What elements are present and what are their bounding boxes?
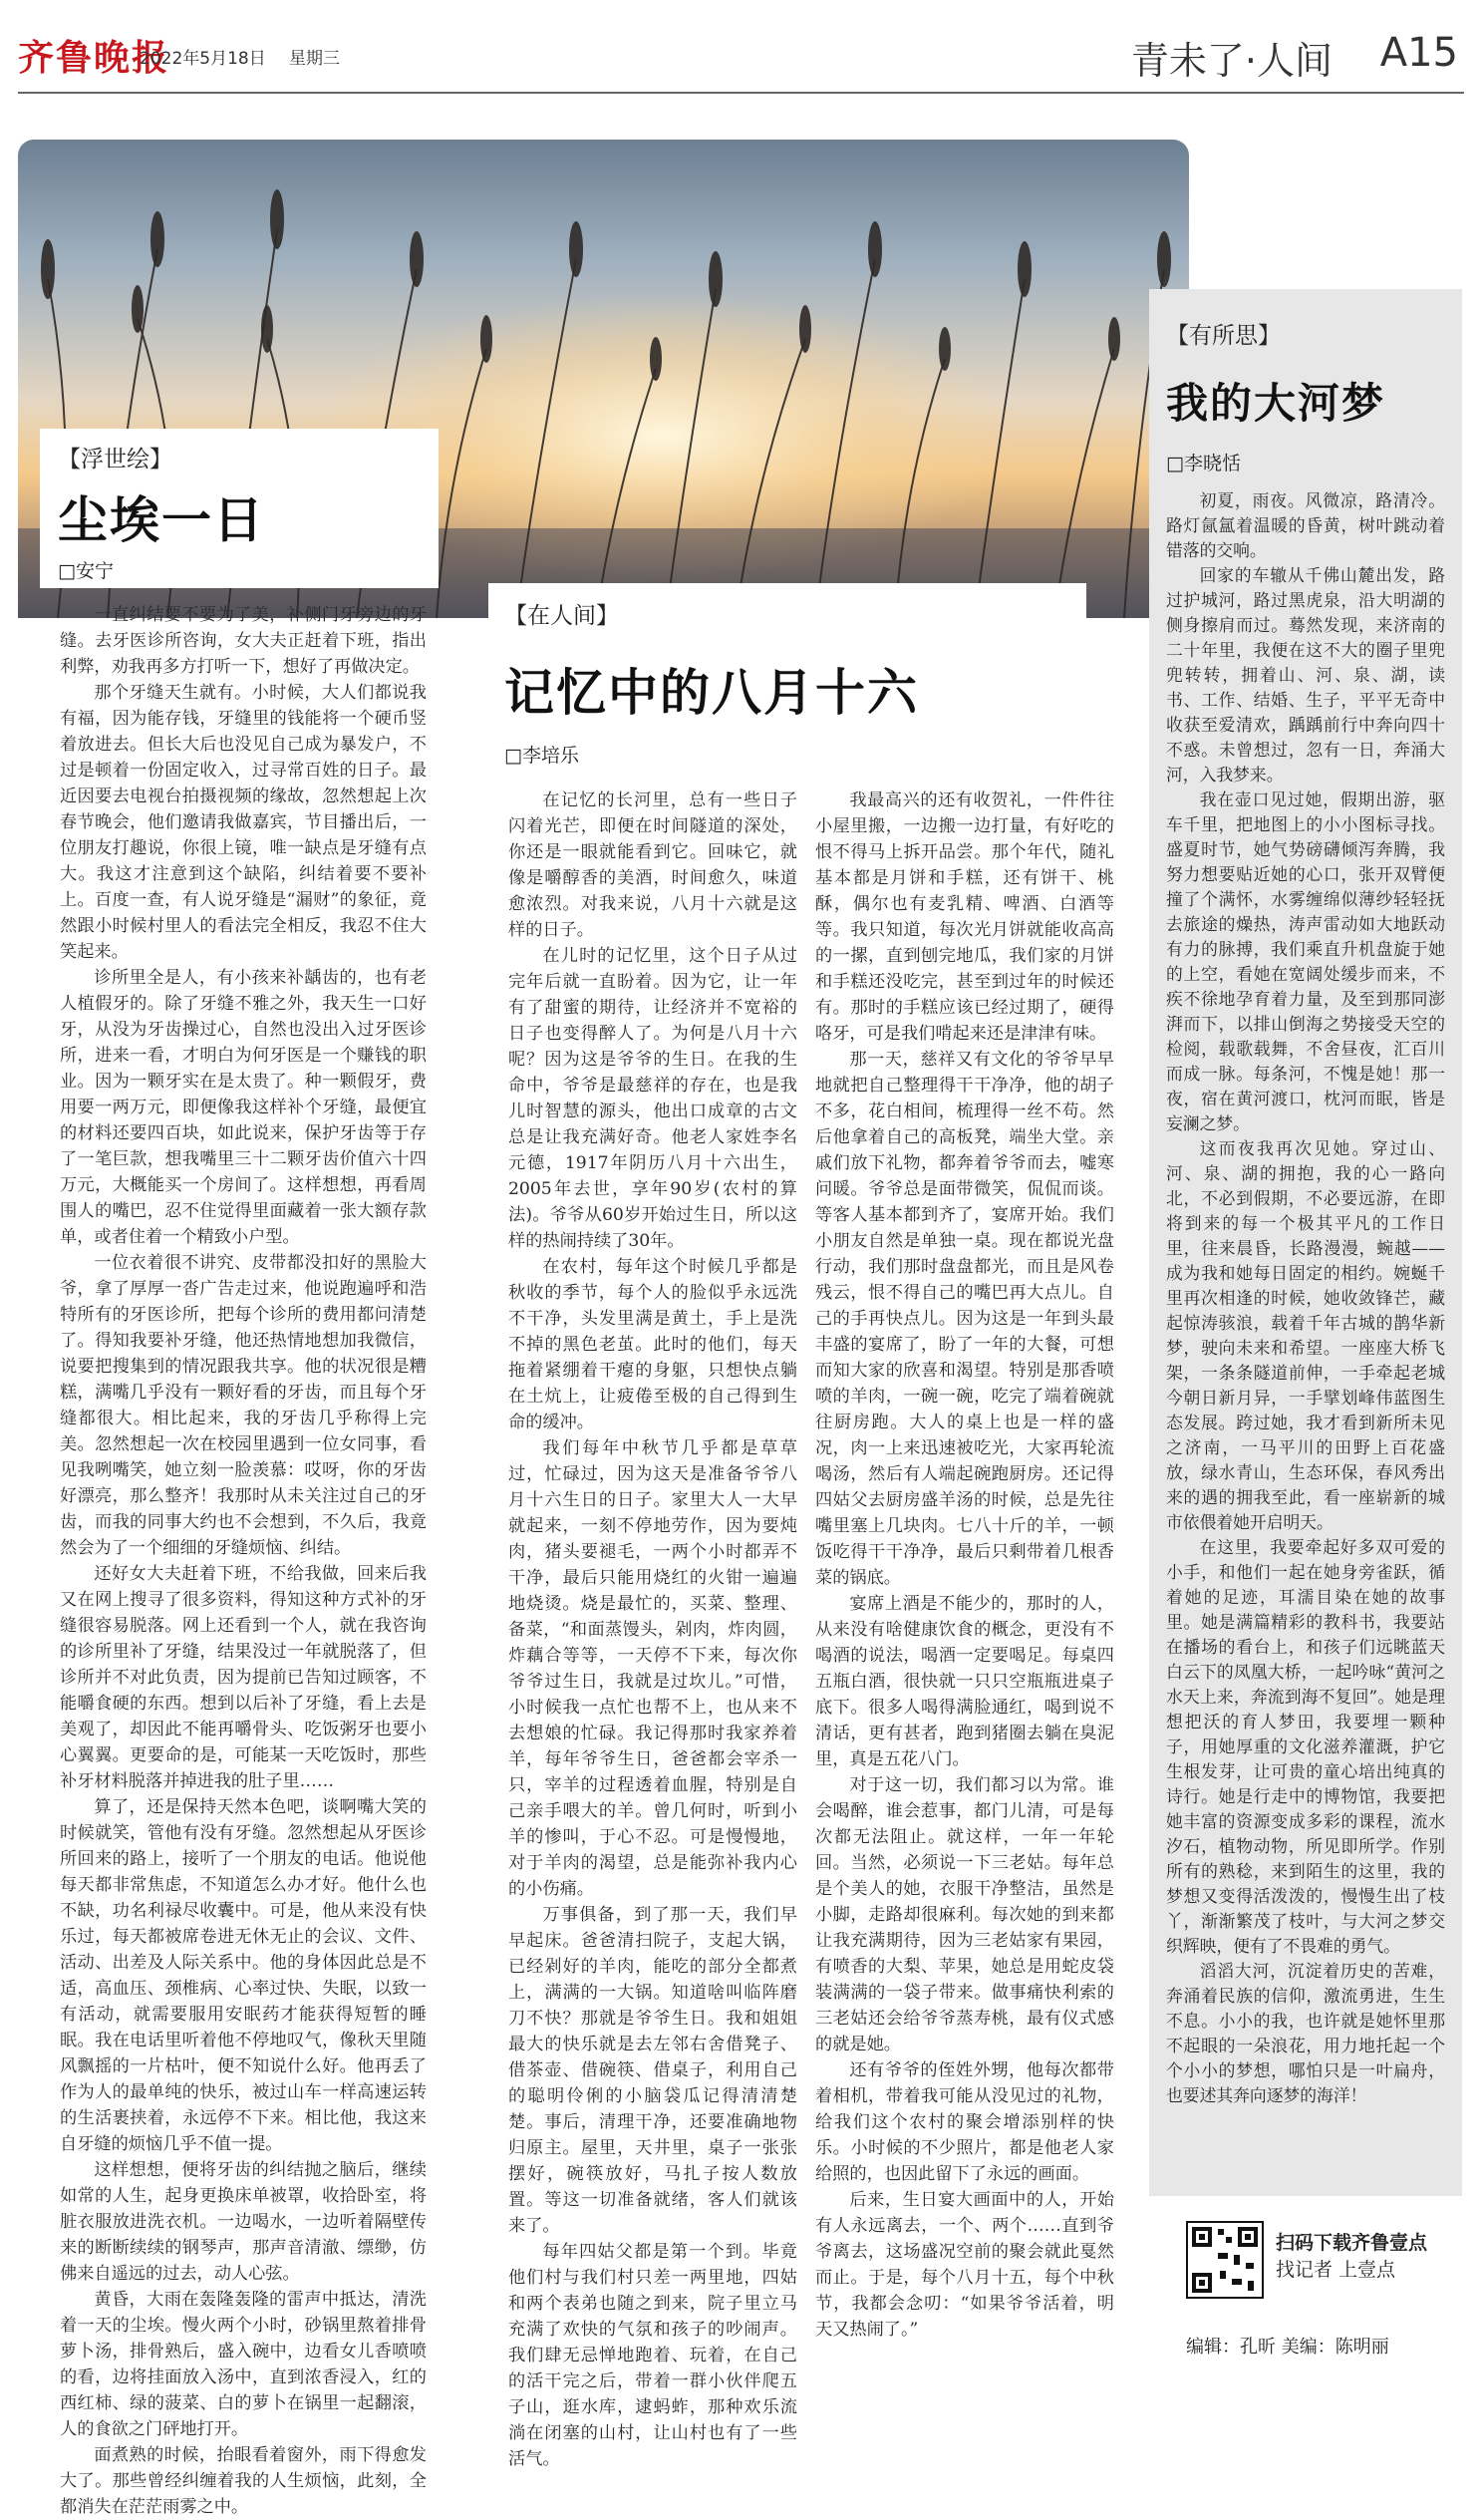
page-number: A15 [1379, 30, 1458, 76]
issue-weekday: 星期三 [289, 49, 340, 69]
masthead-rule [18, 92, 1464, 94]
article-2-body-left [508, 788, 797, 2469]
article-1-title: 尘埃一日 [58, 490, 265, 549]
article-2-paragraph: 万事俱备，到了那一天，我们早早起床。爸爸清扫院子，支起大锅，已经剁好的羊肉，能吃的部分全都煮上，满满的一大锅。知道啥叫临阵磨刀不快？那就是爷爷生日。我和姐姐最大的快乐就是去左邻右舍借凳子、借茶壶、借碗筷、借桌子，利用自己的聪明伶俐的小脑袋瓜记得清清楚楚。事后，清理干净，还要准确地物归原主。屋里，天井里，桌子一张张摆好，碗筷放好，马扎子按人数放置。等这一切准备就绪，客人们就该来了。 [508, 1905, 797, 2236]
article-2-paragraph: 对于这一切，我们都习以为常。谁会喝醉，谁会惹事，都门儿清，可是每次都无法阻止。就这样，一年一年轮回。当然，必须说一下三老姑。每年总是个美人的她，衣服干净整洁，虽然是小脚，走路却很麻利。每次她的到来都让我充满期待，因为三老姑家有果园，有喷香的大梨、苹果，她总是用蛇皮袋装满满的一袋子带来。做事痛快利索的三老姑还会给爷爷蒸寿桃，最有仪式感的就是她。 [815, 1775, 1114, 2054]
article-2-paragraph: 我们每年中秋节几乎都是草草过，忙碌过，因为这天是准备爷爷八月十六生日的日子。家里大人一大早就起来，一刻不停地劳作，因为要炖肉，猪头要褪毛，一两个小时都弄不干净，最后只能用烧红的火钳一遍遍地烧烫。烧是最忙的，买菜、整理、备菜，“和面蒸馒头，剁肉，炸肉圆，炸藕合等等，一天停不下来，每次你爷爷过生日，我就是过坎儿。”可惜，小时候我一点忙也帮不上，也从来不去想娘的忙碌。我记得那时我家养着羊，每年爷爷生日，爸爸都会宰杀一只，宰羊的过程透着血腥，特别是自己亲手喂大的羊。曾几何时，听到小羊的惨叫，于心不忍。可是慢慢地，对于羊肉的渴望，总是能弥补我内心的小伤痛。 [508, 1438, 797, 1899]
article-1-paragraph: 算了，还是保持天然本色吧，谈啊嘴大笑的时候就笑，管他有没有牙缝。忽然想起从牙医诊所回来的路上，接听了一个朋友的电话。他说他每天都非常焦虑，不知道怎么办才好。他什么也不缺，功名利禄尽收囊中。可是，他从来没有快乐过，每天都被席卷进无休无止的会议、文件、活动、出差及人际关系中。他的身体因此总是不适，高血压、颈椎病、心率过快、失眠，以致一有活动，就需要服用安眠药才能获得短暂的睡眠。我在电话里听着他不停地叹气，像秋天里随风飘摇的一片枯叶，便不知说什么好。他再丢了作为人的最单纯的快乐，被过山车一样高速运转的生活裹挟着，永远停不下来。相比他，我这来自牙缝的烦恼几乎不值一提。 [60, 1797, 427, 2154]
article-2-paragraph: 每年四姑父都是第一个到。毕竟他们村与我们村只差一两里地，四姑和两个表弟也随之到来，院子里立马充满了欢快的气氛和孩子的吵闹声。我们肆无忌惮地跑着、玩着，在自己的活干完之后，带着一群小伙伴爬五子山，逛水库，逮蚂蚱，那种欢乐流淌在闭塞的山村，让山村也有了一些活气。 [508, 2242, 797, 2469]
issue-date: 2022年5月18日 [140, 49, 266, 69]
article-3-paragraph: 滔滔大河，沉淀着历史的苦难，奔涌着民族的信仰，激流勇进，生生不息。小小的我，也许就是她怀里那不起眼的一朵浪花，用力地托起一个个小小的梦想，哪怕只是一叶扁舟，也要述其奔向逐梦的海洋！ [1166, 1961, 1445, 2105]
article-1-paragraph: 那个牙缝天生就有。小时候，大人们都说我有福，因为能存钱，牙缝里的钱能将一个硬币竖着放进去。但长大后也没见自己成为暴发户，不过是顿着一份固定收入，过寻常百姓的日子。最近因要去电视台拍摄视频的缘故，忽然想起上次春节晚会，他们邀请我做嘉宾，节目播出后，一位朋友打趣说，你很上镜，唯一缺点是牙缝有点大。我这才注意到这个缺陷，纠结着要不要补上。百度一查，有人说牙缝是“漏财”的象征，竟然跟小时候村里人的看法完全相反，我忍不住大笑起来。 [60, 683, 427, 962]
newspaper-logo: 齐鲁晚报 [18, 37, 170, 79]
article-3-title: 我的大河梦 [1166, 379, 1386, 428]
article-2-paragraph: 在农村，每年这个时候几乎都是秋收的季节，每个人的脸似乎永远洗不干净，头发里满是黄土，手上是洗不掉的黑色老茧。此时的他们，每天拖着紧绷着干瘪的身躯，只想快点躺在土炕上，让疲倦至极的自己得到生命的缓冲。 [508, 1257, 797, 1432]
article-1-header [40, 429, 439, 588]
article-2-paragraph: 在儿时的记忆里，这个日子从过完年后就一直盼着。因为它，让一年有了甜蜜的期待，让经济并不宽裕的日子也变得醉人了。为何是八月十六呢？因为这是爷爷的生日。在我的生命中，爷爷是最慈祥的存在，也是我儿时智慧的源头，他出口成章的古文总是让我充满好奇。他老人家姓李名元德，1917年阴历八月十六出生，2005年去世，享年90岁(农村的算法)。爷爷从60岁开始过生日，所以这样的热闹持续了30年。 [508, 946, 797, 1251]
section-name: 青未了·人间 [1130, 39, 1333, 83]
article-1-body [60, 602, 427, 2517]
article-2-paragraph: 宴席上酒是不能少的，那时的人，从来没有啥健康饮食的概念，更没有不喝酒的说法，喝酒一定要喝足。每桌四五瓶白酒，很快就一只只空瓶瓶进桌子底下。很多人喝得满脸通红，喝到说不清话，更有甚者，跑到猪圈去躺在臭泥里，真是五花八门。 [815, 1594, 1114, 1769]
article-1-paragraph: 一位衣着很不讲究、皮带都没扣好的黑脸大爷，拿了厚厚一沓广告走过来，他说跑遍呼和浩特所有的牙医诊所，把每个诊所的费用都问清楚了。得知我要补牙缝，他还热情地想加我微信，说要把搜集到的情况跟我共享。他的状况很是糟糕，满嘴几乎没有一颗好看的牙齿，而且每个牙缝都很大。相比起来，我的牙齿几乎称得上完美。忽然想起一次在校园里遇到一位女同事，看见我咧嘴笑，她立刻一脸羡慕：哎呀，你的牙齿好漂亮，那么整齐！我那时从未关注过自己的牙齿，而我的同事大约也不会想到，不久后，我竟然会为了一个细细的牙缝烦恼、纠结。 [60, 1253, 427, 1558]
article-2-title: 记忆中的八月十六 [504, 663, 919, 722]
article-1-paragraph: 面煮熟的时候，抬眼看着窗外，雨下得愈发大了。那些曾经纠缠着我的人生烦恼，此刻，全都消失在茫茫雨雾之中。 [60, 2445, 427, 2517]
qr-code-icon [1188, 2223, 1262, 2297]
article-2-paragraph: 还有爷爷的侄姓外甥，他每次都带着相机，带着我可能从没见过的礼物，给我们这个农村的聚会增添别样的快乐。小时候的不少照片，都是他老人家给照的，也因此留下了永远的画面。 [815, 2060, 1114, 2184]
article-2-paragraph: 后来，生日宴大画面中的人，开始有人永远离去，一个、两个……直到爷爷离去，这场盛况空前的聚会就此戛然而止。于是，每个八月十五，每个中秋节，我都会念叨：“如果爷爷活着，明天又热闹了。” [815, 2190, 1114, 2340]
article-2-author: □李培乐 [504, 745, 579, 767]
qr-caption-reporter: 找记者 上壹点 [1276, 2259, 1396, 2281]
article-3-tag: 【有所思】 [1166, 323, 1281, 349]
qr-code[interactable] [1186, 2221, 1264, 2299]
article-2-body-right [815, 788, 1114, 2343]
editor-credits: 编辑：孔昕 美编：陈明丽 [1186, 2337, 1389, 2358]
article-2-paragraph: 在记忆的长河里，总有一些日子闪着光芒，即便在时间隧道的深处，你还是一眼就能看到它。回味它，就像是嚼醇香的美酒，时间愈久，味道愈浓烈。对我来说，八月十六就是这样的日子。 [508, 790, 797, 940]
article-3-author: □李晓恬 [1166, 453, 1241, 474]
article-3-body [1166, 488, 1445, 2173]
article-1-tag: 【浮世绘】 [58, 447, 172, 472]
article-2-paragraph: 我最高兴的还有收贺礼，一件件往小屋里搬，一边搬一边打量，有好吃的恨不得马上拆开品尝。那个年代，随礼基本都是月饼和手糕，还有饼干、桃酥，偶尔也有麦乳精、啤酒、白酒等等。我只知道，每次光月饼就能收高高的一摞，直到刨完地瓜，我们家的月饼和手糕还没吃完，甚至到过年的时候还有。那时的手糕应该已经过期了，硬得咯牙，可是我们啃起来还是津津有味。 [815, 790, 1114, 1044]
article-2-paragraph: 那一天，慈祥又有文化的爷爷早早地就把自己整理得干干净净，他的胡子不多，花白相间，梳理得一丝不苟。然后他拿着自己的高板凳，端坐大堂。亲戚们放下礼物，都奔着爷爷而去，嘘寒问暖。爷爷总是面带微笑，侃侃而谈。等客人基本都到齐了，宴席开始。我们小朋友自然是单独一桌。现在都说光盘行动，我们那时盘盘都光，而且是风卷残云，恨不得自己的嘴巴再大点儿。自己的手再快点儿。因为这是一年到头最丰盛的宴席了，盼了一年的大餐，可想而知大家的欣喜和渴望。特别是那香喷喷的羊肉，一碗一碗，吃完了端着碗就往厨房跑。大人的桌上也是一样的盛况，肉一上来迅速被吃光，大家再轮流喝汤，然后有人端起碗跑厨房。还记得四姑父去厨房盛羊汤的时候，总是先往嘴里塞上几块肉。七八十斤的羊，一顿饭吃得干干净净，最后只剩带着几根香菜的锅底。 [815, 1050, 1114, 1588]
article-1-paragraph: 一直纠结要不要为了美，补侧门牙旁边的牙缝。去牙医诊所咨询，女大夫正赶着下班，指出利弊，劝我再多方打听一下，想好了再做决定。 [60, 605, 427, 677]
article-2-tag: 【在人间】 [504, 603, 619, 629]
masthead [0, 0, 1482, 96]
article-3-paragraph: 这而夜我再次见她。穿过山、河、泉、湖的拥抱，我的心一路向北，不必到假期，不必要远游，在即将到来的每一个极其平凡的工作日里，往来晨昏，长路漫漫，蜿越——成为我和她每日固定的相约。婉蜒千里再次相逢的时候，她收敛锋芒，藏起惊涛骇浪，载着千年古城的鹊华新梦，驶向未来和希望。一座座大桥飞架，一条条隧道前伸，一手牵起老城今朝日新月异，一手擘划峰伟蓝图生态发展。跨过她，我才看到新所未见之济南，一马平川的田野上百花盛放，绿水青山，生态环保，春风秀出来的遇的拥我至此，看一座崭新的城市依偎着她开启明天。 [1166, 1138, 1445, 1532]
article-1-paragraph: 诊所里全是人，有小孩来补龋齿的，也有老人植假牙的。除了牙缝不雅之外，我天生一口好牙，从没为牙齿操过心，自然也没出入过牙医诊所，进来一看，才明白为何牙医是一个赚钱的职业。因为一颗牙实在是太贵了。种一颗假牙，费用要一两万元，即便像我这样补个牙缝，最便宜的材料还要四百块，如此说来，保护牙齿等于存了一笔巨款，想我嘴里三十二颗牙齿价值六十四万元，大概能买一个房间了。这样想想，再看周围人的嘴巴，忍不住觉得里面藏着一张大额存款单，或者住着一个精致小户型。 [60, 968, 427, 1247]
article-1-paragraph: 还好女大夫赶着下班，不给我做，回来后我又在网上搜寻了很多资料，得知这种方式补的牙缝很容易脱落。网上还看到一个人，就在我咨询的诊所里补了牙缝，结果没过一年就脱落了，但诊所并不对此负责，因为提前已告知过顾客，不能嚼食硬的东西。想到以后补了牙缝，看上去是美观了，却因此不能再嚼骨头、吃饭粥牙也要小心翼翼。更要命的是，可能某一天吃饭时，那些补牙材料脱落并掉进我的肚子里…… [60, 1564, 427, 1791]
article-3-paragraph: 初夏，雨夜。风微凉，路清冷。路灯氤氲着温暖的昏黄，树叶跳动着错落的交响。 [1166, 490, 1445, 560]
qr-caption-download: 扫码下载齐鲁壹点 [1276, 2232, 1428, 2254]
article-3-paragraph: 回家的车辙从千佛山麓出发，路过护城河，路过黑虎泉，沿大明湖的侧身擦肩而过。蓦然发现，来济南的二十年里，我便在这不大的圈子里兜兜转转，拥着山、河、泉、湖，读书、工作、结婚、生子，平平无奇中收获至爱清欢，踽踽前行中奔向四十不惑。未曾想过，忽有一日，奔涌大河，入我梦来。 [1166, 565, 1445, 785]
article-1-paragraph: 黄昏，大雨在轰隆轰隆的雷声中抵达，清洗着一天的尘埃。慢火两个小时，砂锅里熬着排骨萝卜汤，排骨熟后，盛入碗中，边看女儿香喷喷的看，边将挂面放入汤中，直到浓香浸入，红的西红柿、绿的菠菜、白的萝卜在锅里一起翻滚，人的食欲之门砰地打开。 [60, 2290, 427, 2439]
article-3-paragraph: 我在壶口见过她，假期出游，驱车千里，把地图上的小小图标寻找。盛夏时节，她气势磅礴倾泻奔腾，我努力想要贴近她的心口，张开双臂便撞了个满怀，水雾缠绵似薄纱轻轻抚去旅途的燥热，涛声雷动如大地跃动有力的脉搏，我们乘直升机盘旋于她的上空，看她在宽阔处缓步而来，不疾不徐地孕育着力量，及至到那同澎湃而下，以排山倒海之势接受天空的检阅，载歌载舞，不舍昼夜，汇百川而成一脉。每条河，不愧是她！那一夜，宿在黄河渡口，枕河而眠，皆是妄澜之梦。 [1166, 789, 1445, 1133]
article-2-header [488, 583, 1086, 773]
article-1-author: □安宁 [58, 560, 114, 582]
article-1-paragraph: 这样想想，便将牙齿的纠结抛之脑后，继续如常的人生，起身更换床单被罩，收拾卧室，将脏衣服放进洗衣机。一边喝水，一边听着隔壁传来的断断续续的钢琴声，那声音清澈、缥缈，仿佛来自遥远的过去，动人心弦。 [60, 2160, 427, 2284]
article-3-paragraph: 在这里，我要牵起好多双可爱的小手，和他们一起在她身旁雀跃，循着她的足迹，耳濡目染在她的故事里。她是满篇精彩的教科书，我要站在播场的看台上，和孩子们远眺蓝天白云下的凤凰大桥，一起吟咏“黄河之水天上来，奔流到海不复回”。她是理想把沃的育人梦田，我要埋一颗种子，用她厚重的文化滋养灌溉，护它生根发芽，让可贵的童心培出纯真的诗行。她是行走中的博物馆，我要把她丰富的资源变成多彩的课程，流水汐石，植物动物，所见即所学。作别所有的熟稔，来到陌生的这里，我的梦想又变得活泼泼的，慢慢生出了枝丫，渐渐繁茂了枝叶，与大河之梦交织辉映，便有了不畏难的勇气。 [1166, 1537, 1445, 1956]
